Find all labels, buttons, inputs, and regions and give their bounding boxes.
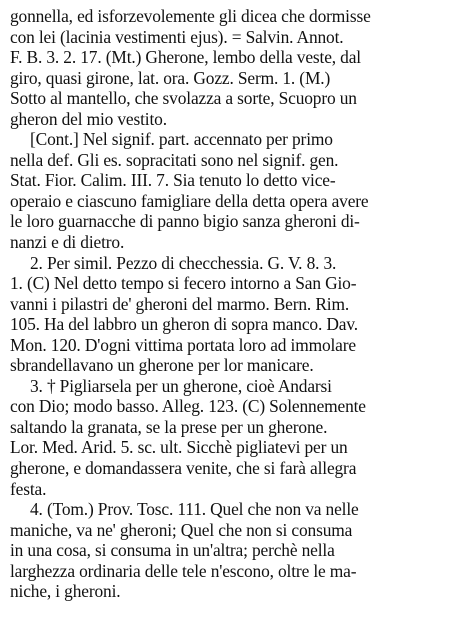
text-line: operaio e ciascuno famigliare della detta opera avere bbox=[10, 190, 369, 211]
text-line: le loro guarnacche di panno bigio sanza gheroni di- bbox=[10, 211, 360, 232]
text-line: nanzi e di dietro. bbox=[10, 232, 125, 253]
text-line: larghezza ordinaria delle tele n'escono, oltre le ma- bbox=[10, 560, 357, 581]
text-line: sbrandellavano un gherone per lor manicare. bbox=[10, 355, 314, 376]
text-line: F. B. 3. 2. 17. (Mt.) Gherone, lembo della veste, dal bbox=[10, 47, 361, 68]
text-line: niche, i gheroni. bbox=[10, 581, 121, 602]
text-line: [Cont.] Nel signif. part. accennato per primo bbox=[30, 129, 333, 150]
text-line: Mon. 120. D'ogni vittima portata loro ad immolare bbox=[10, 334, 356, 355]
text-line: maniche, va ne' gheroni; Quel che non si consuma bbox=[10, 519, 353, 540]
text-line: con Dio; modo basso. Alleg. 123. (C) Solennemente bbox=[10, 396, 366, 417]
text-line: festa. bbox=[10, 478, 47, 499]
text-line: 4. (Tom.) Prov. Tosc. 111. Quel che non va nelle bbox=[30, 499, 359, 520]
text-line: gherone, e domandassera venite, che si farà allegra bbox=[10, 458, 357, 479]
text-line: nella def. Gli es. sopracitati sono nel signif. gen. bbox=[10, 149, 339, 170]
text-line: 3. † Pigliarsela per un gherone, cioè Andarsi bbox=[30, 375, 332, 396]
text-line: saltando la granata, se la prese per un gherone. bbox=[10, 416, 328, 437]
text-line: gonnella, ed isforzevolemente gli dicea che dormisse bbox=[10, 6, 371, 26]
text-line: 105. Ha del labbro un gheron di sopra manco. Dav. bbox=[10, 314, 358, 335]
text-line: Lor. Med. Arid. 5. sc. ult. Sicchè pigliatevi per un bbox=[10, 437, 348, 458]
text-line: 1. (C) Nel detto tempo si fecero intorno a San Gio- bbox=[10, 273, 357, 294]
text-line: gheron del mio vestito. bbox=[10, 108, 167, 129]
text-line: in una cosa, si consuma in un'altra; perchè nella bbox=[10, 540, 335, 561]
text-line: 2. Per simil. Pezzo di checchessia. G. V. 8. 3. bbox=[30, 252, 337, 273]
text-line: Sotto al mantello, che svolazza a sorte, Scuopro un bbox=[10, 88, 357, 109]
text-line: vanni i pilastri de' gheroni del marmo. Bern. Rim. bbox=[10, 293, 350, 314]
text-line: Stat. Fior. Calim. III. 7. Sia tenuto lo detto vice- bbox=[10, 170, 336, 191]
text-line: con lei (lacinia vestimenti ejus). = Salvin. Annot. bbox=[10, 26, 344, 47]
text-line: giro, quasi girone, lat. ora. Gozz. Serm. 1. (M.) bbox=[10, 67, 331, 88]
